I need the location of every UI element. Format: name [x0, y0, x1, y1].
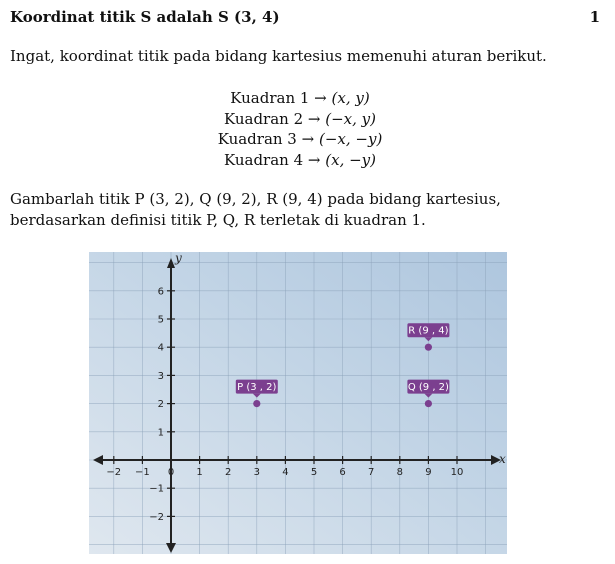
x-tick-label: −2: [106, 467, 122, 478]
quadrant-rules: [0, 88, 600, 170]
data-point: [253, 400, 260, 407]
x-tick-label: 3: [253, 467, 260, 478]
intro-text: Ingat, koordinat titik pada bidang kartesius memenuhi aturan berikut.: [10, 47, 547, 65]
y-tick-label: −1: [149, 483, 164, 495]
x-tick-label: 4: [282, 467, 289, 478]
rule-quadrant-3: [218, 129, 383, 150]
x-tick-label: 0: [167, 467, 175, 478]
rule-quadrant-1: [230, 88, 369, 109]
rule-label: Kuadran 2 →: [223, 109, 321, 128]
chart-background: [89, 252, 507, 554]
x-tick-label: 9: [425, 467, 432, 478]
y-tick-label: 3: [157, 370, 164, 382]
point-label: Q (9 , 2): [407, 382, 449, 394]
x-tick-label: 7: [368, 467, 375, 478]
x-tick-label: 10: [450, 467, 464, 478]
x-tick-label: 2: [225, 467, 232, 478]
y-tick-label: 2: [157, 399, 164, 411]
x-tick-label: −1: [135, 467, 150, 478]
rule-quadrant-4: [224, 150, 376, 171]
rule-formula: (x, −y): [325, 150, 377, 169]
y-axis-label: y: [175, 252, 182, 265]
cartesian-chart: [89, 252, 507, 554]
y-tick-label: 5: [157, 314, 164, 326]
x-tick-label: 5: [310, 467, 318, 478]
rule-label: Kuadran 1 →: [230, 89, 327, 107]
x-tick-label: 6: [339, 467, 346, 478]
cartesian-plane: [89, 252, 507, 554]
y-tick-label: 4: [157, 342, 164, 354]
x-tick-label: 8: [396, 467, 403, 478]
rule-formula: (−x, y): [325, 109, 377, 128]
rule-quadrant-2: [224, 109, 376, 130]
rule-label: Kuadran 4 →: [223, 150, 321, 169]
y-tick-label: 6: [157, 286, 164, 298]
rule-formula: (x, y): [331, 89, 370, 107]
point-label: P (3 , 2): [237, 382, 277, 394]
y-tick-label: 1: [157, 427, 164, 439]
x-axis-label: x: [499, 452, 506, 466]
header: [10, 6, 600, 28]
rule-formula: (−x, −y): [318, 130, 383, 148]
point-label: R (9 , 4): [408, 325, 449, 337]
data-point: [425, 344, 432, 351]
y-tick-label: −2: [149, 511, 164, 523]
header-title: Koordinat titik S adalah S (3, 4): [10, 8, 280, 26]
rule-label: Kuadran 3 →: [217, 130, 315, 148]
task-text: Gambarlah titik P (3, 2), Q (9, 2), R (9, 4) pada bidang kartesius, berdasarkan definisi titik P, Q, R terletak di kuadran 1.: [10, 190, 501, 229]
page-number: 1: [589, 8, 600, 26]
x-tick-label: 1: [196, 467, 203, 478]
data-point: [425, 400, 432, 407]
